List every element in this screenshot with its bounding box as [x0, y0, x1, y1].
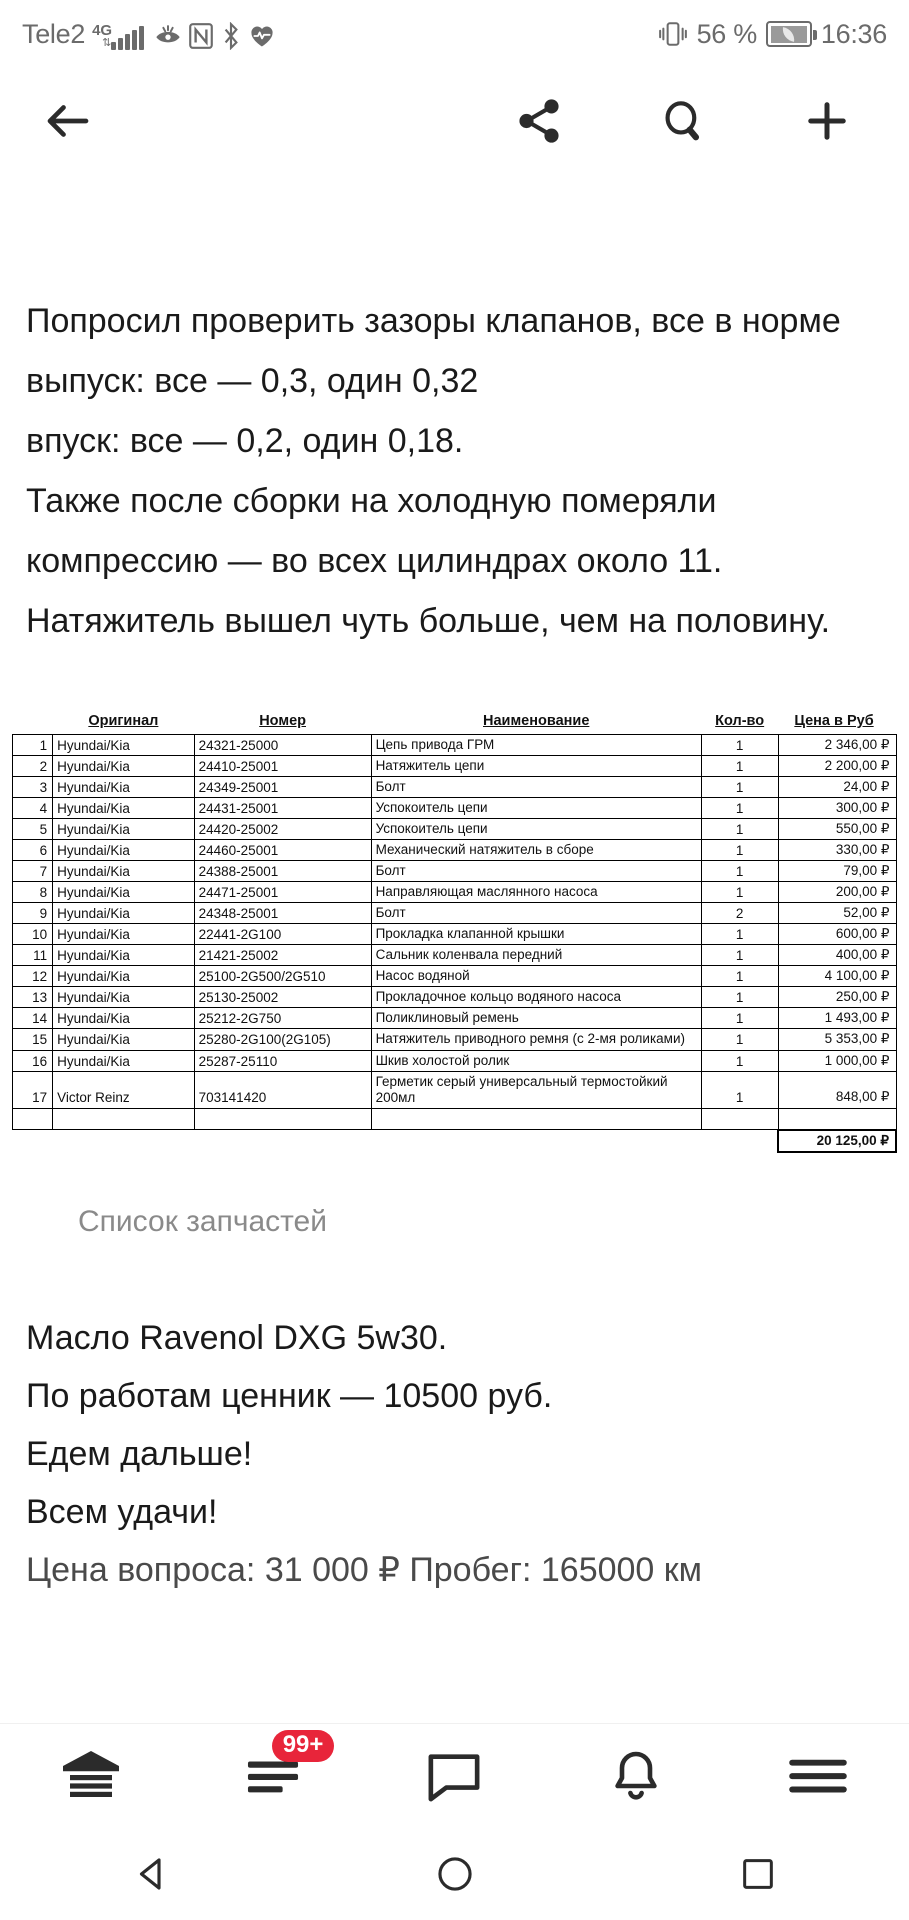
- cell-name: Успокоитель цепи: [371, 798, 701, 819]
- article-paragraph-3: впуск: все — 0,2, один 0,18.: [26, 422, 464, 460]
- cell-original: Hyundai/Kia: [53, 945, 195, 966]
- cell-price: 250,00 ₽: [778, 987, 896, 1008]
- cell-name: Направляющая маслянного насоса: [371, 882, 701, 903]
- system-back-button[interactable]: [77, 1828, 227, 1920]
- cell-index: 1: [13, 735, 53, 756]
- cell-name: Поликлиновый ремень: [371, 1008, 701, 1029]
- cell-number: 24388-25001: [194, 861, 371, 882]
- table-row: [13, 882, 897, 903]
- cell-total: 20 125,00 ₽: [778, 1130, 896, 1152]
- back-button[interactable]: [20, 73, 116, 169]
- article-body: [0, 173, 909, 1599]
- table-row: [13, 987, 897, 1008]
- cell-name: Прокладка клапанной крышки: [371, 924, 701, 945]
- cell-quantity: 1: [701, 735, 778, 756]
- article-tail-3: Едем дальше!: [26, 1434, 253, 1473]
- cell-index: 4: [13, 798, 53, 819]
- cell-index: 11: [13, 945, 53, 966]
- cell-price: 79,00 ₽: [778, 861, 896, 882]
- cell-quantity: 1: [701, 861, 778, 882]
- network-type-label: 4G: [92, 22, 113, 39]
- triangle-back-icon: [131, 1853, 173, 1895]
- cell-price: 4 100,00 ₽: [778, 966, 896, 987]
- cell-name: Болт: [371, 861, 701, 882]
- cell-empty: [53, 1109, 195, 1130]
- cell-price: 200,00 ₽: [778, 882, 896, 903]
- cell-index: 3: [13, 777, 53, 798]
- cell-quantity: 1: [701, 1051, 778, 1072]
- table-row: [13, 1008, 897, 1029]
- chat-icon: [425, 1749, 483, 1803]
- cell-quantity: 1: [701, 798, 778, 819]
- status-bar-right: [658, 19, 887, 50]
- cell-index: 13: [13, 987, 53, 1008]
- cell-number: 24420-25002: [194, 819, 371, 840]
- figure-caption: Список запчастей: [78, 1204, 327, 1238]
- cell-original: Hyundai/Kia: [53, 1051, 195, 1072]
- cell-index: 8: [13, 882, 53, 903]
- cell-number: 24431-25001: [194, 798, 371, 819]
- data-arrows-icon: ⇅: [102, 37, 111, 49]
- nav-garage[interactable]: [16, 1724, 166, 1828]
- article-tail-4: Всем удачи!: [26, 1492, 218, 1531]
- cell-index: 17: [13, 1072, 53, 1109]
- cell-index: 9: [13, 903, 53, 924]
- table-row: [13, 861, 897, 882]
- cell-index: 10: [13, 924, 53, 945]
- table-row: [13, 756, 897, 777]
- carrier-label: Tele2: [22, 19, 86, 49]
- cell-price: 1 493,00 ₽: [778, 1008, 896, 1029]
- cell-name: Цепь привода ГРМ: [371, 735, 701, 756]
- nav-notifications[interactable]: [561, 1724, 711, 1828]
- search-button[interactable]: [635, 73, 731, 169]
- cell-quantity: 1: [701, 966, 778, 987]
- cell-price: 400,00 ₽: [778, 945, 896, 966]
- cell-price: 1 000,00 ₽: [778, 1051, 896, 1072]
- cell-index: 15: [13, 1029, 53, 1051]
- status-bar: [0, 0, 909, 68]
- cell-number: 22441-2G100: [194, 924, 371, 945]
- cell-name: Болт: [371, 903, 701, 924]
- cell-number: 21421-25002: [194, 945, 371, 966]
- square-recents-icon: [738, 1854, 778, 1894]
- cell-quantity: 1: [701, 987, 778, 1008]
- cell-original: Hyundai/Kia: [53, 777, 195, 798]
- parts-table-head: [13, 713, 897, 735]
- cell-name: Натяжитель приводного ремня (с 2-мя роликами): [371, 1029, 701, 1051]
- battery-saver-icon: [766, 21, 812, 47]
- cell-index: 7: [13, 861, 53, 882]
- cell-price: 5 353,00 ₽: [778, 1029, 896, 1051]
- signal-bars-icon: [111, 26, 144, 50]
- cell-original: Hyundai/Kia: [53, 861, 195, 882]
- col-quantity: Кол-во: [715, 713, 765, 729]
- table-row-spacer: [13, 1109, 897, 1130]
- menu-icon: [787, 1753, 849, 1799]
- nav-menu[interactable]: [743, 1724, 893, 1828]
- cell-number: 25287-25110: [194, 1051, 371, 1072]
- bluetooth-icon: [220, 22, 242, 50]
- cell-name: Болт: [371, 777, 701, 798]
- cell-number: 25130-25002: [194, 987, 371, 1008]
- vibrate-icon: [658, 19, 688, 49]
- table-row: [13, 840, 897, 861]
- table-row: [13, 819, 897, 840]
- cell-quantity: 1: [701, 777, 778, 798]
- cell-empty: [371, 1130, 701, 1152]
- cell-name: Успокоитель цепи: [371, 819, 701, 840]
- cell-number: 24460-25001: [194, 840, 371, 861]
- cell-original: Hyundai/Kia: [53, 819, 195, 840]
- search-icon: [658, 96, 708, 146]
- feed-unread-badge: 99+: [272, 1730, 335, 1762]
- cell-index: 12: [13, 966, 53, 987]
- table-row: [13, 945, 897, 966]
- cell-empty: [371, 1109, 701, 1130]
- cell-index: 16: [13, 1051, 53, 1072]
- cell-price: 52,00 ₽: [778, 903, 896, 924]
- plus-icon: [801, 95, 853, 147]
- cell-original: Hyundai/Kia: [53, 756, 195, 777]
- cell-index: 14: [13, 1008, 53, 1029]
- cell-name: Сальник коленвала передний: [371, 945, 701, 966]
- cell-empty: [53, 1130, 195, 1152]
- cell-price: 330,00 ₽: [778, 840, 896, 861]
- battery-percent-label: 56 %: [696, 18, 757, 49]
- cell-name: Шкив холостой ролик: [371, 1051, 701, 1072]
- cell-original: Hyundai/Kia: [53, 882, 195, 903]
- table-row: [13, 1051, 897, 1072]
- cell-quantity: 1: [701, 819, 778, 840]
- article-price-mileage: Цена вопроса: 31 000 ₽ Пробег: 165000 км: [26, 1550, 703, 1589]
- heart-rate-icon: [248, 22, 276, 50]
- status-bar-left: [22, 18, 276, 50]
- system-navigation-bar: [0, 1828, 909, 1920]
- network-indicator: [91, 18, 144, 50]
- article-paragraph-4: Также после сборки на холодную померяли компрессию — во всех цилиндрах около 11. Натяжитель вышел чуть больше, чем на половину.: [26, 482, 831, 640]
- cell-number: 24349-25001: [194, 777, 371, 798]
- cell-number: 24321-25000: [194, 735, 371, 756]
- cell-quantity: 1: [701, 924, 778, 945]
- cell-quantity: 1: [701, 1008, 778, 1029]
- cell-quantity: 1: [701, 840, 778, 861]
- back-arrow-icon: [41, 94, 95, 148]
- system-recents-button[interactable]: [683, 1828, 833, 1920]
- parts-table-figure: [0, 713, 909, 1153]
- cell-quantity: 1: [701, 756, 778, 777]
- parts-table: [12, 713, 897, 1153]
- cell-number: 25212-2G750: [194, 1008, 371, 1029]
- table-row: [13, 924, 897, 945]
- nav-chat[interactable]: [379, 1724, 529, 1828]
- cell-original: Hyundai/Kia: [53, 1008, 195, 1029]
- app-toolbar: [0, 68, 909, 173]
- cell-number: 24471-25001: [194, 882, 371, 903]
- table-row: [13, 903, 897, 924]
- article-paragraph-1: Попросил проверить зазоры клапанов, все в норме: [26, 302, 841, 340]
- table-row: [13, 1072, 897, 1109]
- cell-original: Hyundai/Kia: [53, 924, 195, 945]
- cell-price: 550,00 ₽: [778, 819, 896, 840]
- nfc-icon: [188, 22, 214, 50]
- cell-number: 703141420: [194, 1072, 371, 1109]
- col-number: Номер: [259, 713, 306, 729]
- article-tail-1: Масло Ravenol DXG 5w30.: [26, 1318, 448, 1357]
- table-row: [13, 966, 897, 987]
- cell-name: Механический натяжитель в сборе: [371, 840, 701, 861]
- cell-original: Hyundai/Kia: [53, 966, 195, 987]
- nav-feed[interactable]: [198, 1724, 348, 1828]
- table-row: [13, 798, 897, 819]
- circle-home-icon: [434, 1853, 476, 1895]
- cell-name: Насос водяной: [371, 966, 701, 987]
- cell-name: Герметик серый универсальный термостойкий 200мл: [371, 1072, 701, 1109]
- cell-quantity: 2: [701, 903, 778, 924]
- col-index: [13, 713, 53, 735]
- cell-index: 6: [13, 840, 53, 861]
- cell-original: Hyundai/Kia: [53, 840, 195, 861]
- share-button[interactable]: [491, 73, 587, 169]
- cell-original: Hyundai/Kia: [53, 987, 195, 1008]
- cell-price: 300,00 ₽: [778, 798, 896, 819]
- cell-quantity: 1: [701, 1072, 778, 1109]
- cell-empty: [701, 1109, 778, 1130]
- bottom-navigation-bar: [0, 1724, 909, 1828]
- table-row: [13, 777, 897, 798]
- cell-original: Hyundai/Kia: [53, 798, 195, 819]
- cell-empty: [13, 1109, 53, 1130]
- add-button[interactable]: [779, 73, 875, 169]
- cell-empty: [701, 1130, 778, 1152]
- article-paragraph-2: выпуск: все — 0,3, один 0,32: [26, 362, 479, 400]
- cell-original: Victor Reinz: [53, 1072, 195, 1109]
- cell-price: 2 200,00 ₽: [778, 756, 896, 777]
- table-total-row: [13, 1130, 897, 1152]
- cell-name: Натяжитель цепи: [371, 756, 701, 777]
- system-home-button[interactable]: [380, 1828, 530, 1920]
- cell-index: 5: [13, 819, 53, 840]
- clock-label: 16:36: [820, 18, 887, 49]
- cell-empty: [13, 1130, 53, 1152]
- cell-quantity: 1: [701, 882, 778, 903]
- cell-name: Прокладочное кольцо водяного насоса: [371, 987, 701, 1008]
- cell-price: 600,00 ₽: [778, 924, 896, 945]
- cell-index: 2: [13, 756, 53, 777]
- cell-original: Hyundai/Kia: [53, 735, 195, 756]
- table-row: [13, 735, 897, 756]
- cell-original: Hyundai/Kia: [53, 1029, 195, 1051]
- cell-price: 848,00 ₽: [778, 1072, 896, 1109]
- col-original: Оригинал: [88, 713, 159, 729]
- cell-number: 24410-25001: [194, 756, 371, 777]
- cell-number: 24348-25001: [194, 903, 371, 924]
- bell-icon: [610, 1748, 662, 1804]
- eye-protection-icon: [154, 22, 182, 50]
- col-price: Цена в Руб: [794, 713, 874, 729]
- cell-empty: [194, 1109, 371, 1130]
- garage-icon: [61, 1749, 121, 1803]
- cell-price: 2 346,00 ₽: [778, 735, 896, 756]
- cell-original: Hyundai/Kia: [53, 903, 195, 924]
- col-name: Наименование: [483, 713, 590, 729]
- share-icon: [514, 96, 564, 146]
- cell-quantity: 1: [701, 1029, 778, 1051]
- cell-number: 25100-2G500/2G510: [194, 966, 371, 987]
- parts-table-body: [13, 735, 897, 1152]
- cell-price: 24,00 ₽: [778, 777, 896, 798]
- article-tail-2: По работам ценник — 10500 руб.: [26, 1376, 553, 1415]
- table-row: [13, 1029, 897, 1051]
- cell-quantity: 1: [701, 945, 778, 966]
- cell-empty: [194, 1130, 371, 1152]
- cell-number: 25280-2G100(2G105): [194, 1029, 371, 1051]
- cell-empty: [778, 1109, 896, 1130]
